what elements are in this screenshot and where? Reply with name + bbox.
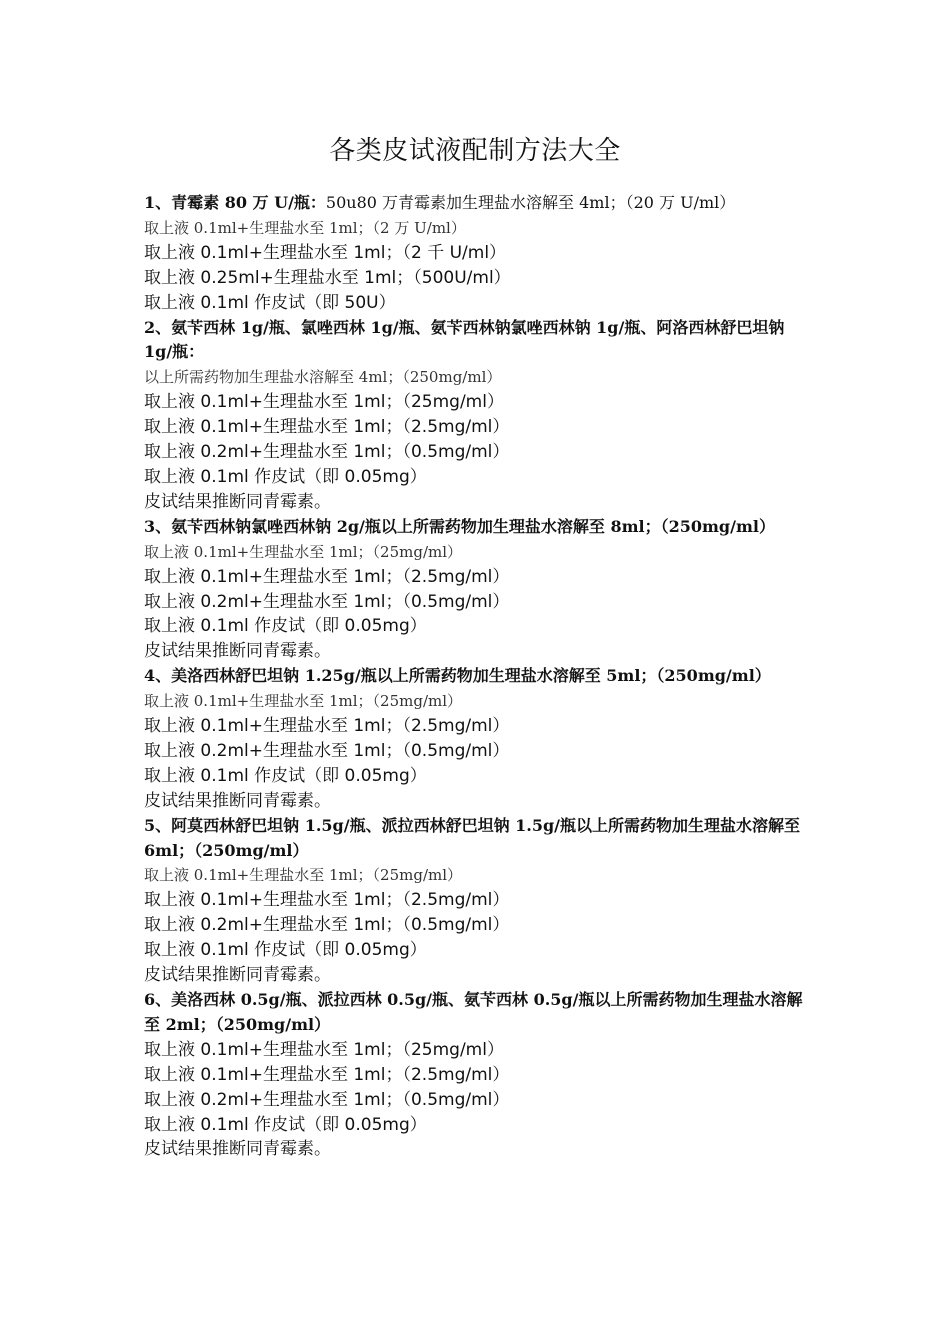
section-4-line-3: 取上液 0.2ml+生理盐水至 1ml；（0.5mg/ml）: [144, 740, 510, 761]
section-1: [144, 191, 814, 316]
section-2-line-5: 取上液 0.1ml 作皮试（即 0.05mg）: [144, 466, 427, 487]
section-5-heading: 5、阿莫西林舒巴坦钠 1.5g/瓶、派拉西林舒巴坦钠 1.5g/瓶以上所需药物加生理盐水溶解至 6ml；（250mg/ml）: [144, 815, 801, 860]
section-4: [144, 664, 814, 813]
section-3-line-4: 取上液 0.1ml 作皮试（即 0.05mg）: [144, 616, 427, 637]
section-1-line-2: 取上液 0.1ml+生理盐水至 1ml；（2 千 U/ml）: [144, 242, 507, 263]
section-1-heading: [144, 191, 814, 216]
section-1-line-3: 取上液 0.25ml+生理盐水至 1ml；（500U/ml）: [144, 267, 511, 288]
section-2-line-3: 取上液 0.1ml+生理盐水至 1ml；（2.5mg/ml）: [144, 417, 510, 438]
section-1-heading-rest: 50u80 万青霉素加生理盐水溶解至 4ml；（20 万 U/ml）: [325, 193, 736, 212]
section-3-line-2: 取上液 0.1ml+生理盐水至 1ml；（2.5mg/ml）: [144, 566, 510, 587]
section-5-line-4: 取上液 0.1ml 作皮试（即 0.05mg）: [144, 940, 427, 961]
section-3-line-1: 取上液 0.1ml+生理盐水至 1ml；（25mg/ml）: [144, 542, 463, 561]
section-5-line-3: 取上液 0.2ml+生理盐水至 1ml；（0.5mg/ml）: [144, 915, 510, 936]
section-6-line-5: 皮试结果推断同青霉素。: [144, 1139, 331, 1160]
section-2-line-4: 取上液 0.2ml+生理盐水至 1ml；（0.5mg/ml）: [144, 442, 510, 463]
section-5: [144, 814, 814, 988]
section-2-line-1: 以上所需药物加生理盐水溶解至 4ml；（250mg/ml）: [144, 368, 502, 387]
section-3-line-3: 取上液 0.2ml+生理盐水至 1ml；（0.5mg/ml）: [144, 591, 510, 612]
section-5-line-5: 皮试结果推断同青霉素。: [144, 965, 331, 986]
section-3: [144, 515, 814, 664]
section-2-line-6: 皮试结果推断同青霉素。: [144, 491, 331, 512]
section-5-line-1: 取上液 0.1ml+生理盐水至 1ml；（25mg/ml）: [144, 866, 463, 885]
document-title: 各类皮试液配制方法大全: [329, 136, 621, 166]
section-6: [144, 988, 814, 1162]
section-2: [144, 316, 814, 515]
section-6-line-3: 取上液 0.2ml+生理盐水至 1ml；（0.5mg/ml）: [144, 1089, 510, 1110]
section-5-line-2: 取上液 0.1ml+生理盐水至 1ml；（2.5mg/ml）: [144, 890, 510, 911]
section-6-line-4: 取上液 0.1ml 作皮试（即 0.05mg）: [144, 1114, 427, 1135]
document-body: [144, 191, 814, 1162]
section-6-line-1: 取上液 0.1ml+生理盐水至 1ml；（25mg/ml）: [144, 1039, 504, 1060]
section-1-line-4: 取上液 0.1ml 作皮试（即 50U）: [144, 292, 396, 313]
section-1-line-1: 取上液 0.1ml+生理盐水至 1ml；（2 万 U/ml）: [144, 218, 466, 237]
section-3-heading: 3、氨苄西林钠氯唑西林钠 2g/瓶以上所需药物加生理盐水溶解至 8ml；（250mg/ml）: [144, 516, 775, 536]
section-4-line-2: 取上液 0.1ml+生理盐水至 1ml；（2.5mg/ml）: [144, 716, 510, 737]
section-4-line-4: 取上液 0.1ml 作皮试（即 0.05mg）: [144, 765, 427, 786]
section-4-line-5: 皮试结果推断同青霉素。: [144, 790, 331, 811]
section-4-heading: 4、美洛西林舒巴坦钠 1.25g/瓶以上所需药物加生理盐水溶解至 5ml；（250mg/ml）: [144, 666, 771, 686]
section-6-line-2: 取上液 0.1ml+生理盐水至 1ml；（2.5mg/ml）: [144, 1064, 510, 1085]
section-4-line-1: 取上液 0.1ml+生理盐水至 1ml；（25mg/ml）: [144, 692, 463, 711]
section-3-line-5: 皮试结果推断同青霉素。: [144, 641, 331, 662]
section-2-heading: 2、氨苄西林 1g/瓶、氯唑西林 1g/瓶、氨苄西林钠氯唑西林钠 1g/瓶、阿洛西林舒巴坦钠 1g/瓶：: [144, 317, 785, 362]
section-1-heading-bold: 1、青霉素 80 万 U/瓶：: [144, 193, 326, 212]
section-2-line-2: 取上液 0.1ml+生理盐水至 1ml；（25mg/ml）: [144, 392, 504, 413]
section-6-heading: 6、美洛西林 0.5g/瓶、派拉西林 0.5g/瓶、氨苄西林 0.5g/瓶以上所需药物加生理盐水溶解至 2ml；（250mg/ml）: [144, 990, 803, 1034]
